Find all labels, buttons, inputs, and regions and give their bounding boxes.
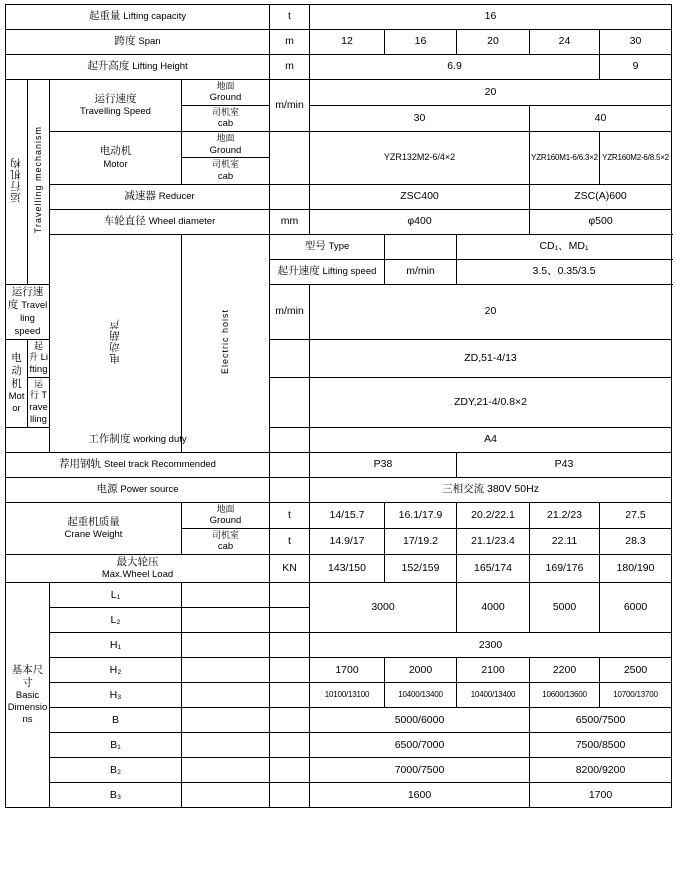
- value-span-12: 12: [310, 30, 385, 55]
- table-row: [6, 234, 672, 259]
- subrow-label-crane-weight-ground: 地面 Ground: [182, 502, 270, 528]
- value-hoist-type: CD₁、MD₁: [457, 234, 672, 259]
- value-motor-yzr160m2: YZR160M2-6/8.5×2: [600, 132, 672, 184]
- value-crane-weight-ground-1: 14/15.7: [310, 502, 385, 528]
- row-label-lifting-capacity: 起重量 Lifting capacity: [6, 5, 270, 30]
- value-crane-weight-cab-1: 14.9/17: [310, 529, 385, 555]
- table-row: [6, 733, 672, 758]
- dim-name-B2: B₂: [50, 758, 182, 783]
- value-power-source: 三相交流 380V 50Hz: [310, 477, 672, 502]
- subrow-label-travelling-speed-cab: 司机室 cab: [182, 106, 270, 132]
- row-label-power-source: 电源 Power source: [6, 477, 270, 502]
- value-crane-weight-cab-3: 21.1/23.4: [457, 529, 530, 555]
- value-H2-4: 2200: [530, 658, 600, 683]
- value-H3-1: 10100/13100: [310, 683, 385, 708]
- unit-span: m: [270, 30, 310, 55]
- unit-L2: [270, 608, 310, 633]
- row-label-crane-weight: 起重机质量 Crane Weight: [6, 502, 182, 554]
- value-B3-2: 1700: [530, 783, 672, 808]
- subrow-label-crane-weight-cab: 司机室 cab: [182, 529, 270, 555]
- table-row: [6, 55, 672, 80]
- unit-working-duty: [270, 427, 310, 452]
- value-steel-track-p38: P38: [310, 452, 457, 477]
- table-row: [6, 209, 672, 234]
- value-H2-3: 2100: [457, 658, 530, 683]
- value-lifting-capacity: 16: [310, 5, 672, 30]
- table-row: [6, 502, 672, 528]
- unit-crane-weight-cab: t: [270, 529, 310, 555]
- subrow-label-motor-cab: 司机室 cab: [182, 158, 270, 184]
- value-max-wheel-load-4: 169/176: [530, 555, 600, 583]
- value-max-wheel-load-1: 143/150: [310, 555, 385, 583]
- unit-hoist-motor-lifting: [270, 340, 310, 378]
- value-crane-weight-cab-5: 28.3: [600, 529, 672, 555]
- value-travelling-speed-cab-30: 30: [310, 106, 530, 132]
- section-electric-hoist-en: Electric hoist: [182, 234, 270, 452]
- value-B2-2: 8200/9200: [530, 758, 672, 783]
- value-crane-weight-ground-3: 20.2/22.1: [457, 502, 530, 528]
- value-B1-2: 7500/8500: [530, 733, 672, 758]
- unit-travelling-speed: m/min: [270, 80, 310, 132]
- table-row: [6, 80, 672, 106]
- row-label-steel-track: 荐用钢轨 Steel track Recommended: [6, 452, 270, 477]
- value-hoist-motor-travelling: ZDY,21-4/0.8×2: [310, 378, 672, 428]
- value-reducer-zsc400: ZSC400: [310, 184, 530, 209]
- crane-specification-table: [5, 4, 672, 808]
- value-H3-3: 10400/13400: [457, 683, 530, 708]
- section-travelling-mechanism: 运行机构: [6, 80, 28, 285]
- value-B-1: 5000/6000: [310, 708, 530, 733]
- value-working-duty: A4: [310, 427, 672, 452]
- dim-spacer-L1: [182, 583, 270, 608]
- subrow-label-motor-ground: 地面 Ground: [182, 132, 270, 158]
- dim-spacer-H1: [182, 633, 270, 658]
- dim-spacer-L2: [182, 608, 270, 633]
- value-L-3000: 3000: [310, 583, 457, 633]
- subrow-label-travelling-speed-ground: 地面 Ground: [182, 80, 270, 106]
- unit-travelling-motor: [270, 132, 310, 184]
- row-label-span: 跨度 Span: [6, 30, 270, 55]
- table-row: [6, 658, 672, 683]
- value-max-wheel-load-5: 180/190: [600, 555, 672, 583]
- value-span-24: 24: [530, 30, 600, 55]
- value-H1: 2300: [310, 633, 672, 658]
- subrow-label-hoist-motor-travelling: 运行 Travelling: [28, 378, 50, 428]
- row-label-basic-dimensions: 基本尺寸 Basic Dimensions: [6, 583, 50, 808]
- unit-crane-weight-ground: t: [270, 502, 310, 528]
- value-hoist-lifting-speed: 3.5、0.35/3.5: [457, 259, 672, 284]
- dim-name-B: B: [50, 708, 182, 733]
- table-row: [6, 708, 672, 733]
- value-crane-weight-ground-2: 16.1/17.9: [385, 502, 457, 528]
- unit-hoist-lifting-speed: m/min: [385, 259, 457, 284]
- value-motor-yzr160m1: YZR160M1-6/6.3×2: [530, 132, 600, 184]
- table-row: [6, 555, 672, 583]
- value-lifting-height-69: 6.9: [310, 55, 600, 80]
- dim-name-L1: L₁: [50, 583, 182, 608]
- row-label-travelling-speed: 运行速度 Travelling Speed: [50, 80, 182, 132]
- dim-spacer-B2: [182, 758, 270, 783]
- value-span-20: 20: [457, 30, 530, 55]
- value-H2-1: 1700: [310, 658, 385, 683]
- row-label-hoist-lifting-speed: 起升速度 Lifting speed: [270, 259, 385, 284]
- table-row: [6, 132, 672, 158]
- dim-name-H3: H₃: [50, 683, 182, 708]
- row-label-lifting-height: 起升高度 Lifting Height: [6, 55, 270, 80]
- row-label-working-duty: 工作制度 working duty: [6, 427, 270, 452]
- value-steel-track-p43: P43: [457, 452, 672, 477]
- unit-lifting-capacity: t: [270, 5, 310, 30]
- dim-spacer-B3: [182, 783, 270, 808]
- value-H2-2: 2000: [385, 658, 457, 683]
- row-label-travelling-motor: 电动机 Motor: [50, 132, 182, 184]
- row-label-max-wheel-load: 最大轮压 Max.Wheel Load: [6, 555, 270, 583]
- value-H2-5: 2500: [600, 658, 672, 683]
- unit-hoist-type: [385, 234, 457, 259]
- dim-spacer-H2: [182, 658, 270, 683]
- unit-B1: [270, 733, 310, 758]
- table-row: [6, 683, 672, 708]
- value-H3-5: 10700/13700: [600, 683, 672, 708]
- dim-name-L2: L₂: [50, 608, 182, 633]
- value-crane-weight-cab-4: 22.11: [530, 529, 600, 555]
- value-crane-weight-cab-2: 17/19.2: [385, 529, 457, 555]
- value-L-5000: 5000: [530, 583, 600, 633]
- unit-hoist-motor-travelling: [270, 378, 310, 428]
- table-row: [6, 184, 672, 209]
- row-label-wheel-diameter: 车轮直径 Wheel diameter: [50, 209, 270, 234]
- unit-B3: [270, 783, 310, 808]
- dim-name-B3: B₃: [50, 783, 182, 808]
- value-H3-2: 10400/13400: [385, 683, 457, 708]
- unit-lifting-height: m: [270, 55, 310, 80]
- unit-L1: [270, 583, 310, 608]
- unit-H1: [270, 633, 310, 658]
- table-row: [6, 783, 672, 808]
- table-row: [6, 5, 672, 30]
- value-wheel-diameter-500: φ500: [530, 209, 672, 234]
- value-B2-1: 7000/7500: [310, 758, 530, 783]
- dim-name-H2: H₂: [50, 658, 182, 683]
- table-row: [6, 30, 672, 55]
- section-travelling-mechanism-en: Travelling mechanism: [28, 80, 50, 285]
- value-H3-4: 10600/13600: [530, 683, 600, 708]
- value-travelling-speed-ground: 20: [310, 80, 672, 106]
- unit-max-wheel-load: KN: [270, 555, 310, 583]
- value-travelling-speed-cab-40: 40: [530, 106, 672, 132]
- unit-reducer: [270, 184, 310, 209]
- table-row: [6, 452, 672, 477]
- value-lifting-height-9: 9: [600, 55, 672, 80]
- value-L-4000: 4000: [457, 583, 530, 633]
- row-label-hoist-travelling-speed: 运行速度 Travelling speed: [6, 284, 50, 340]
- unit-hoist-travelling-speed: m/min: [270, 284, 310, 340]
- unit-power-source: [270, 477, 310, 502]
- value-L-6000: 6000: [600, 583, 672, 633]
- value-hoist-motor-lifting: ZD,51-4/13: [310, 340, 672, 378]
- value-wheel-diameter-400: φ400: [310, 209, 530, 234]
- value-B-2: 6500/7500: [530, 708, 672, 733]
- value-crane-weight-ground-5: 27.5: [600, 502, 672, 528]
- unit-B2: [270, 758, 310, 783]
- value-span-16: 16: [385, 30, 457, 55]
- row-label-hoist-motor: 电动机 Motor: [6, 340, 28, 428]
- dim-spacer-B1: [182, 733, 270, 758]
- value-B1-1: 6500/7000: [310, 733, 530, 758]
- value-motor-yzr132: YZR132M2-6/4×2: [310, 132, 530, 184]
- table-row: [6, 427, 672, 452]
- row-label-reducer: 减速器 Reducer: [50, 184, 270, 209]
- unit-H2: [270, 658, 310, 683]
- value-span-30: 30: [600, 30, 672, 55]
- table-row: [6, 583, 672, 608]
- unit-H3: [270, 683, 310, 708]
- unit-B: [270, 708, 310, 733]
- table-row: [6, 633, 672, 658]
- dim-name-B1: B₁: [50, 733, 182, 758]
- value-max-wheel-load-2: 152/159: [385, 555, 457, 583]
- value-reducer-zsca600: ZSC(A)600: [530, 184, 672, 209]
- section-electric-hoist: 电动葫芦: [50, 234, 182, 452]
- value-max-wheel-load-3: 165/174: [457, 555, 530, 583]
- value-B3-1: 1600: [310, 783, 530, 808]
- unit-steel-track: [270, 452, 310, 477]
- dim-spacer-B: [182, 708, 270, 733]
- table-row: [6, 758, 672, 783]
- value-hoist-travelling-speed: 20: [310, 284, 672, 340]
- subrow-label-hoist-motor-lifting: 起升 Lifting: [28, 340, 50, 378]
- value-crane-weight-ground-4: 21.2/23: [530, 502, 600, 528]
- table-row: [6, 477, 672, 502]
- dim-name-H1: H₁: [50, 633, 182, 658]
- row-label-hoist-type: 型号 Type: [270, 234, 385, 259]
- unit-wheel-diameter: mm: [270, 209, 310, 234]
- dim-spacer-H3: [182, 683, 270, 708]
